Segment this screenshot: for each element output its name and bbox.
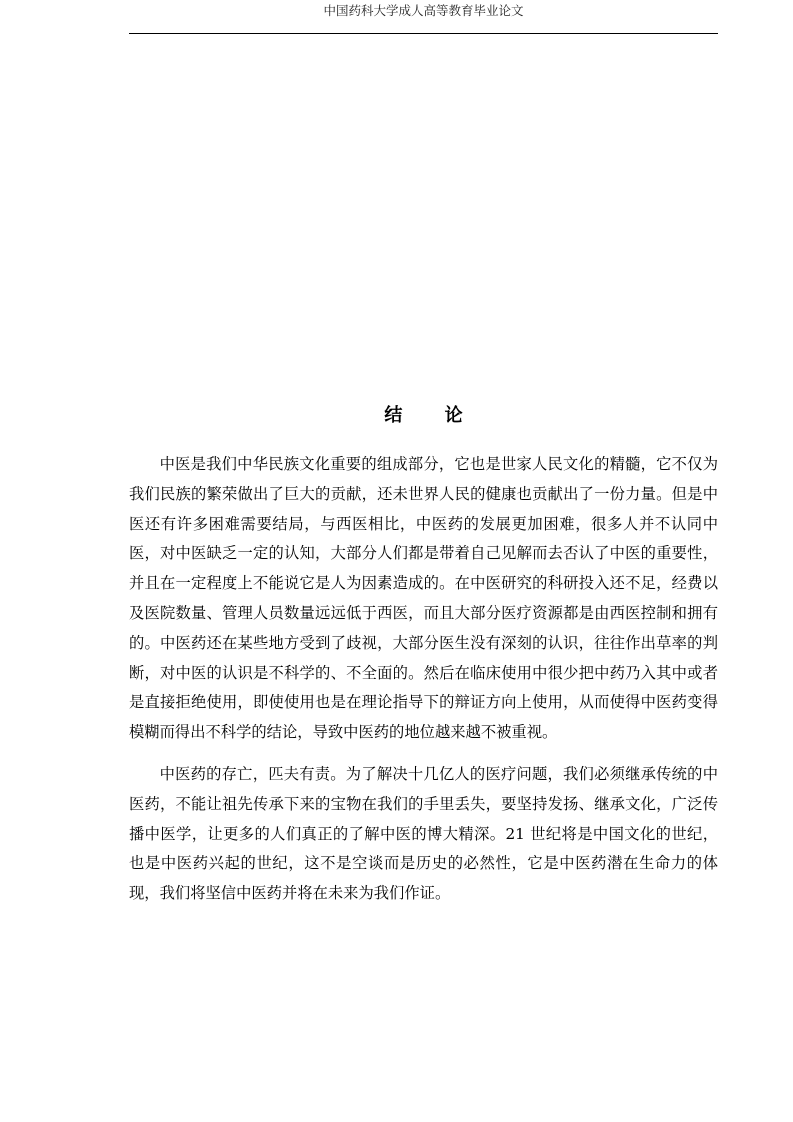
section-title: 结 论 bbox=[384, 405, 481, 426]
body-text bbox=[129, 450, 718, 909]
page-header bbox=[129, 0, 718, 34]
page-header-title: 中国药科大学成人高等教育毕业论文 bbox=[323, 3, 524, 18]
paragraph-1: 中医是我们中华民族文化重要的组成部分，它也是世家人民文化的精髓，它不仅为我们民族的繁荣做出了巨大的贡献，还未世界人民的健康也贡献出了一份力量。但是中医还有许多困难需要结局，与西医相比，中医药的发展更加困难，很多人并不认同中医，对中医缺乏一定的认知，大部分人们都是带着自己见解而去否认了中医的重要性，并且在一定程度上不能说它是人为因素造成的。在中医研究的科研投入还不足，经费以及医院数量、管理人员数量远远低于西医，而且大部分医疗资源都是由西医控制和拥有的。中医药还在某些地方受到了歧视，大部分医生没有深刻的认识，往往作出草率的判断，对中医的认识是不科学的、不全面的。然后在临床使用中很少把中药乃入其中或者是直接拒绝使用，即使使用也是在理论指导下的辩证方向上使用，从而使得中医药变得模糊而得出不科学的结论，导致中医药的地位越来越不被重视。 bbox=[129, 455, 718, 742]
paragraph-2: 中医药的存亡，匹夫有责。为了解决十几亿人的医疗问题，我们必须继承传统的中医药，不能让祖先传承下来的宝物在我们的手里丢失，要坚持发扬、继承文化，广泛传播中医学，让更多的人们真正的了解中医的博大精深。21 世纪将是中国文化的世纪，也是中医药兴起的世纪，这不是空谈而是历史的必然性，它是中医药潜在生命力的体现，我们将坚信中医药并将在未来为我们作证。 bbox=[129, 764, 718, 903]
